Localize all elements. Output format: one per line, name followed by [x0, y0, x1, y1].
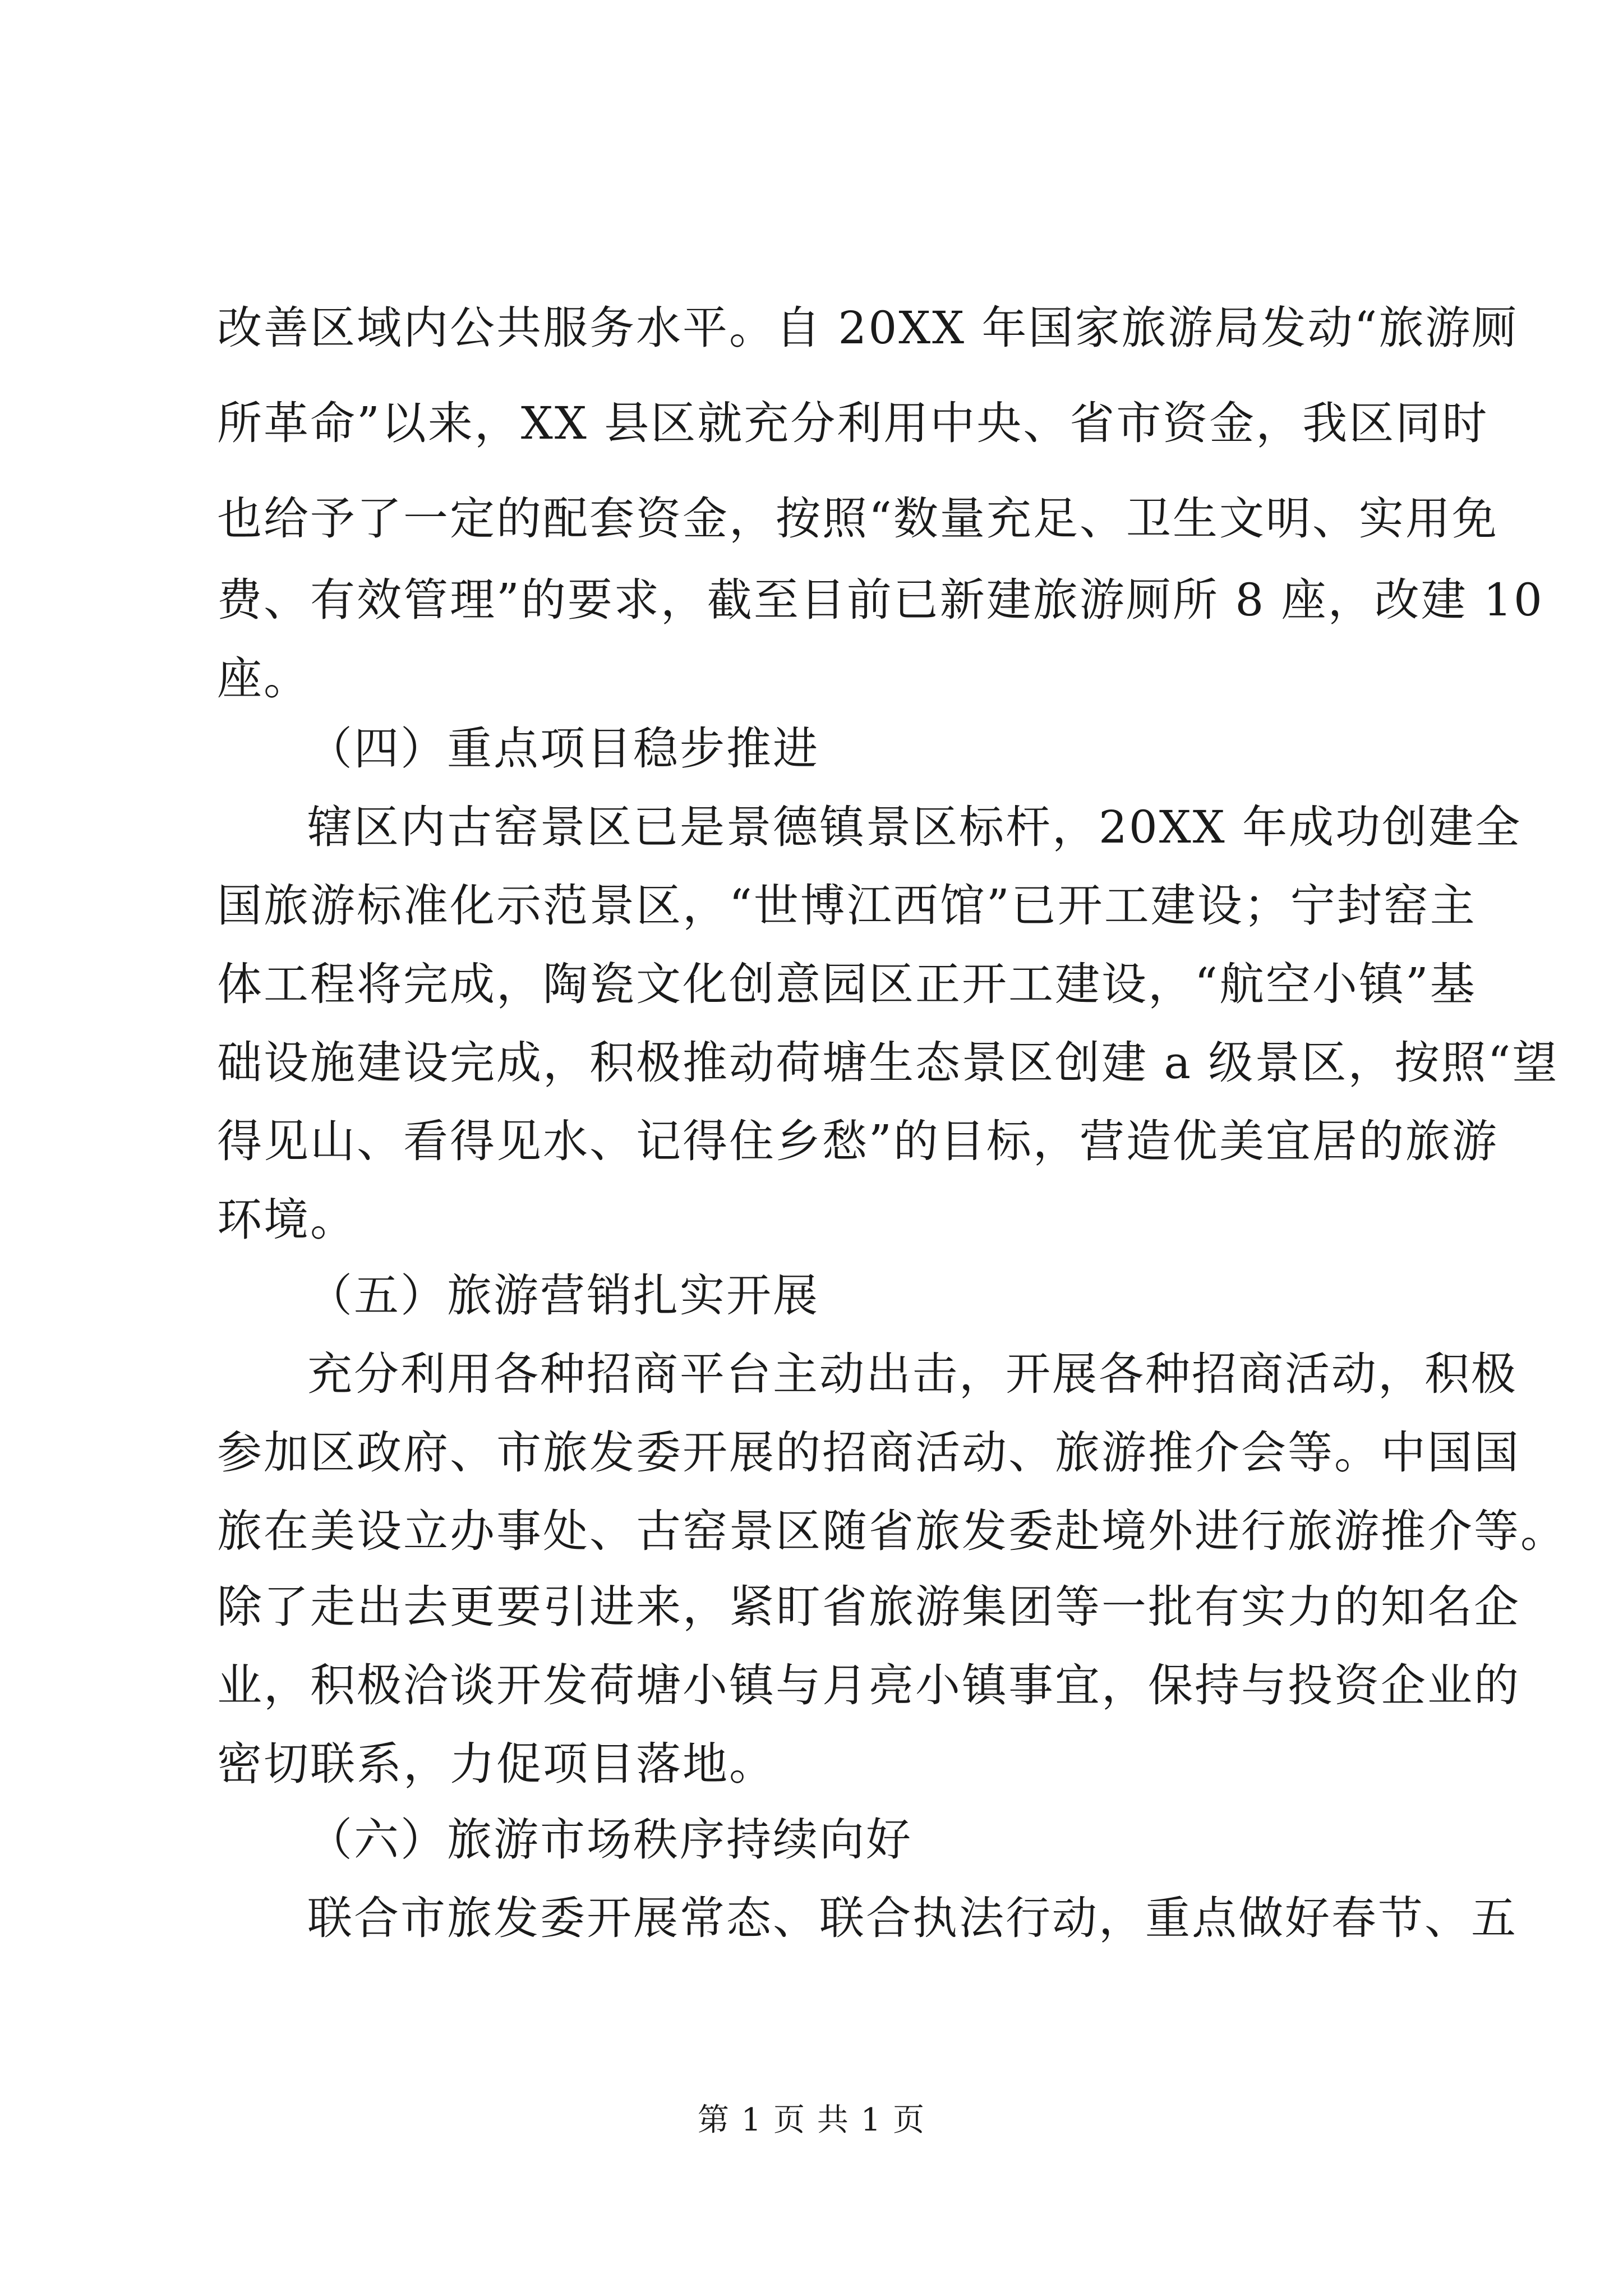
paragraph-line: 体工程将完成，陶瓷文化创意园区正开工建设，“航空小镇”基	[217, 958, 1477, 1010]
paragraph-line: 辖区内古窑景区已是景德镇景区标杆，20XX 年成功创建全	[307, 801, 1522, 853]
paragraph-line: 得见山、看得见水、记得住乡愁”的目标，营造优美宜居的旅游	[217, 1115, 1498, 1167]
paragraph-line: 座。	[217, 652, 310, 705]
paragraph-line: 国旅游标准化示范景区，“世博江西馆”已开工建设；宁封窑主	[217, 880, 1477, 932]
paragraph-line: 费、有效管理”的要求，截至目前已新建旅游厕所 8 座，改建 10	[217, 574, 1544, 626]
paragraph-line: 联合市旅发委开展常态、联合执法行动，重点做好春节、五	[307, 1892, 1518, 1944]
paragraph-line: 密切联系，力促项目落地。	[217, 1738, 776, 1790]
paragraph-line: 改善区域内公共服务水平。自 20XX 年国家旅游局发动“旅游厕	[217, 302, 1519, 354]
section-heading: （六）旅游市场秩序持续向好	[307, 1814, 912, 1866]
paragraph-line: 环境。	[217, 1194, 357, 1246]
paragraph-line: 业，积极洽谈开发荷塘小镇与月亮小镇事宜，保持与投资企业的	[217, 1659, 1520, 1711]
paragraph-line: 础设施建设完成，积极推动荷塘生态景区创建 a 级景区，按照“望	[217, 1037, 1559, 1089]
section-heading: （四）重点项目稳步推进	[307, 723, 819, 775]
paragraph-line: 充分利用各种招商平台主动出击，开展各种招商活动，积极	[307, 1348, 1518, 1400]
paragraph-line: 旅在美设立办事处、古窑景区随省旅发委赴境外进行旅游推介等。	[217, 1505, 1567, 1557]
paragraph-line: 也给予了一定的配套资金，按照“数量充足、卫生文明、实用免	[217, 493, 1498, 545]
paragraph-line: 除了走出去更要引进来，紧盯省旅游集团等一批有实力的知名企	[217, 1581, 1520, 1633]
paragraph-line: 所革命”以来，XX 县区就充分利用中央、省市资金，我区同时	[217, 397, 1489, 449]
section-heading: （五）旅游营销扎实开展	[307, 1269, 819, 1322]
paragraph-line: 参加区政府、市旅发委开展的招商活动、旅游推介会等。中国国	[217, 1427, 1520, 1479]
page-number-footer: 第 1 页 共 1 页	[697, 2102, 926, 2138]
